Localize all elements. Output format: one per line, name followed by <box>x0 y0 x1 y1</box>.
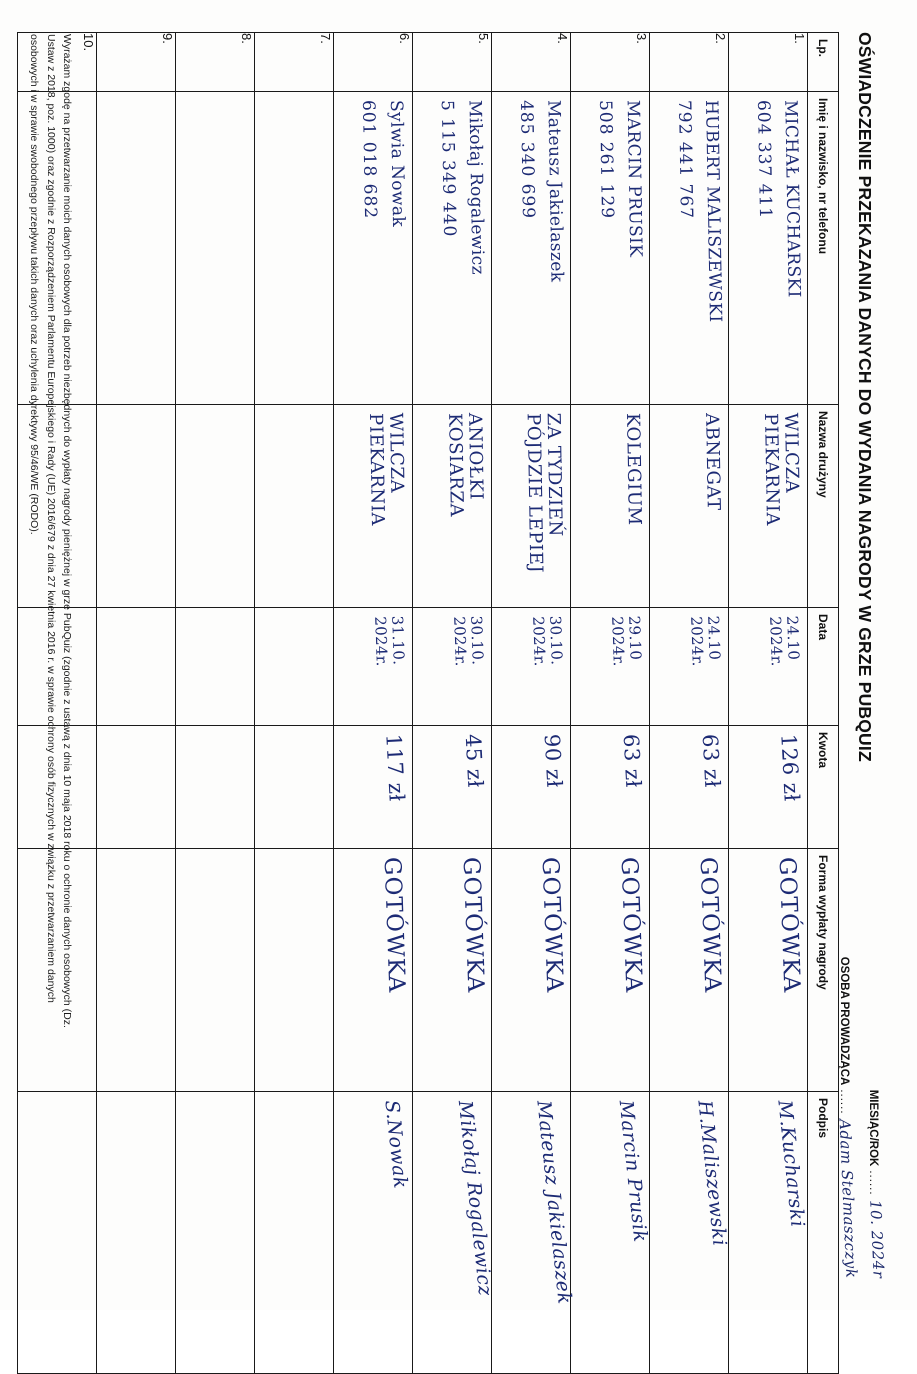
entry-name: MICHAŁ KUCHARSKI <box>780 99 804 298</box>
cell-form[interactable] <box>413 849 492 1092</box>
entry-amount: 63 zł <box>618 733 646 789</box>
cell-signature[interactable] <box>334 1092 413 1374</box>
cell-team[interactable] <box>255 405 334 608</box>
row-number: 6. <box>334 33 413 92</box>
page-title: OŚWIADCZENIE PRZEKAZANIA DANYCH DO WYDANIA NAGRODY W GRZE PUBQUIZ <box>855 32 875 762</box>
cell-signature[interactable] <box>176 1092 255 1374</box>
entry-phone: 485 340 699 <box>515 99 539 220</box>
organizer-value: Adam Stelmaszczyk <box>835 1118 861 1279</box>
entry-date: 24.10 2024r. <box>687 615 724 667</box>
cell-amount[interactable] <box>571 726 650 849</box>
cell-name[interactable] <box>729 92 808 405</box>
row-number: 1. <box>729 33 808 92</box>
consent-paragraph: Wyrażam zgodę na przetwarzanie moich danych osobowych dla potrzeb niezbędnych do wypłaty nagrody pieniężnej w grze PubQuiz (zgodnie z ustawą z dnia 10 maja 2018 roku o ochronie danych osobowych (Dz. Ustaw z 2018, poz. 1000) oraz zgodnie z Rozporządzeniem Parlamentu Europejskiego i Rady (UE) 2016/679 z dnia 27 kwietnia 2016 r. w sprawie ochrony osób fizycznych w związku z przetwarzaniem danych osobowych i w sprawie swobodnego przepływu takich danych oraz uchylenia dyrektywy 95/46/WE (RODO). <box>28 34 73 1028</box>
cell-form[interactable] <box>255 849 334 1092</box>
cell-amount[interactable] <box>176 726 255 849</box>
cell-date[interactable] <box>255 608 334 726</box>
cell-amount[interactable] <box>492 726 571 849</box>
entry-amount: 117 zł <box>381 733 409 803</box>
entry-signature: Mateusz Jakielaszek <box>532 1099 576 1306</box>
table-header-row <box>808 33 839 1374</box>
cell-form[interactable] <box>176 849 255 1092</box>
cell-form[interactable] <box>729 849 808 1092</box>
entry-phone: 5 115 349 440 <box>436 99 460 238</box>
cell-name[interactable] <box>176 92 255 405</box>
entry-date: 30.10. 2024r. <box>529 615 566 667</box>
entry-date: 24.10 2024r. <box>766 615 803 667</box>
cell-name[interactable] <box>650 92 729 405</box>
cell-date[interactable] <box>729 608 808 726</box>
cell-name[interactable] <box>571 92 650 405</box>
table-row <box>650 33 729 1374</box>
row-number: 9. <box>97 33 176 92</box>
cell-date[interactable] <box>176 608 255 726</box>
entry-name: MARCIN PRUSIK <box>622 99 646 258</box>
column-header-name: Imię i nazwisko, nr telefonu <box>808 92 839 405</box>
document-header <box>833 32 892 1282</box>
table-row <box>571 33 650 1374</box>
cell-amount[interactable] <box>255 726 334 849</box>
entry-signature: Mikołaj Rogalewicz <box>453 1099 497 1298</box>
entry-team: WILCZA PIEKARNIA <box>760 412 803 527</box>
entry-signature: H.Maliszewski <box>693 1099 731 1248</box>
entry-date: 31.10. 2024r. <box>371 615 408 667</box>
cell-date[interactable] <box>650 608 729 726</box>
table-row <box>255 33 334 1374</box>
cell-name[interactable] <box>97 92 176 405</box>
entry-form: GOTÓWKA <box>536 856 568 994</box>
table-row <box>413 33 492 1374</box>
entry-form: GOTÓWKA <box>615 856 647 994</box>
row-number: 10. <box>18 33 97 92</box>
row-number: 7. <box>255 33 334 92</box>
dots-separator: ...... <box>867 1170 880 1196</box>
dots-separator-2: ...... <box>837 1089 850 1115</box>
entry-form: GOTÓWKA <box>773 856 805 994</box>
column-header-form: Forma wypłaty nagrody <box>808 849 839 1092</box>
table-row <box>729 33 808 1374</box>
entry-signature: S.Nowak <box>380 1099 412 1190</box>
cell-team[interactable] <box>571 405 650 608</box>
column-header-amount: Kwota <box>808 726 839 849</box>
prize-handover-table <box>17 32 839 1374</box>
column-header-signature: Podpis <box>808 1092 839 1374</box>
month-year-label: MIESIĄC/ROK <box>867 1089 880 1167</box>
cell-form[interactable] <box>650 849 729 1092</box>
cell-name[interactable] <box>334 92 413 405</box>
cell-team[interactable] <box>334 405 413 608</box>
entry-amount: 90 zł <box>539 733 567 789</box>
column-header-team: Nazwa drużyny <box>808 405 839 608</box>
entry-phone: 508 261 129 <box>594 99 618 220</box>
cell-form[interactable] <box>97 849 176 1092</box>
entry-amount: 45 zł <box>460 733 488 789</box>
row-number: 5. <box>413 33 492 92</box>
entry-team: WILCZA PIEKARNIA <box>365 412 408 527</box>
cell-amount[interactable] <box>650 726 729 849</box>
row-number: 4. <box>492 33 571 92</box>
cell-date[interactable] <box>413 608 492 726</box>
month-year-field <box>862 957 891 1278</box>
cell-form[interactable] <box>334 849 413 1092</box>
entry-date: 29.10 2024r. <box>608 615 645 667</box>
entry-name: Mateusz Jakielaszek <box>543 99 567 283</box>
cell-signature[interactable] <box>650 1092 729 1374</box>
row-number: 3. <box>571 33 650 92</box>
cell-team[interactable] <box>729 405 808 608</box>
table-row <box>492 33 571 1374</box>
cell-signature[interactable] <box>492 1092 576 1374</box>
cell-amount[interactable] <box>413 726 492 849</box>
table-row <box>97 33 176 1374</box>
cell-team[interactable] <box>97 405 176 608</box>
entry-signature: M.Kucharski <box>773 1099 809 1229</box>
entry-team: ANIOŁKI KOSIARZA <box>444 412 487 518</box>
cell-team[interactable] <box>176 405 255 608</box>
cell-amount[interactable] <box>97 726 176 849</box>
cell-date[interactable] <box>571 608 650 726</box>
cell-signature[interactable] <box>255 1092 334 1374</box>
cell-signature[interactable] <box>729 1092 808 1374</box>
entry-team: ZA TYDZIEŃ PÓJDZIE LEPIEJ <box>522 412 566 574</box>
entry-form: GOTÓWKA <box>378 856 410 994</box>
cell-date[interactable] <box>492 608 571 726</box>
entry-form: GOTÓWKA <box>694 856 726 994</box>
entry-name: HUBERT MALISZEWSKI <box>701 99 725 323</box>
cell-team[interactable] <box>650 405 729 608</box>
cell-form[interactable] <box>492 849 571 1092</box>
cell-signature[interactable] <box>18 1092 97 1374</box>
cell-date[interactable] <box>334 608 413 726</box>
table-row <box>334 33 413 1374</box>
entry-amount: 63 zł <box>697 733 725 789</box>
row-number: 8. <box>176 33 255 92</box>
cell-signature[interactable] <box>571 1092 650 1374</box>
month-year-value: 10. 2024r <box>866 1199 888 1279</box>
entry-team: KOLEGIUM <box>622 412 645 526</box>
header-fields <box>833 957 892 1282</box>
cell-name[interactable] <box>413 92 492 405</box>
cell-team[interactable] <box>492 405 571 608</box>
entry-amount: 126 zł <box>776 733 804 803</box>
column-header-date: Data <box>808 608 839 726</box>
row-number: 2. <box>650 33 729 92</box>
cell-form[interactable] <box>571 849 650 1092</box>
cell-date[interactable] <box>97 608 176 726</box>
cell-signature[interactable] <box>413 1092 497 1374</box>
entry-name: Mikołaj Rogalewicz <box>464 99 488 276</box>
cell-signature[interactable] <box>97 1092 176 1374</box>
entry-form: GOTÓWKA <box>457 856 489 994</box>
cell-team[interactable] <box>413 405 492 608</box>
organizer-label: OSOBA PROWADZĄCA <box>837 956 850 1086</box>
cell-amount[interactable] <box>729 726 808 849</box>
entry-team: ABNEGAT <box>701 412 724 511</box>
entry-name: Sylwia Nowak <box>385 99 409 228</box>
cell-name[interactable] <box>255 92 334 405</box>
cell-name[interactable] <box>492 92 571 405</box>
column-header-lp: Lp. <box>808 33 839 92</box>
entry-date: 30.10. 2024r. <box>450 615 487 667</box>
table-row <box>176 33 255 1374</box>
entry-phone: 601 018 682 <box>357 99 381 220</box>
entry-phone: 792 441 767 <box>673 99 697 220</box>
entry-signature: Marcin Prusik <box>614 1099 652 1244</box>
cell-amount[interactable] <box>334 726 413 849</box>
entry-phone: 604 337 411 <box>752 99 776 220</box>
